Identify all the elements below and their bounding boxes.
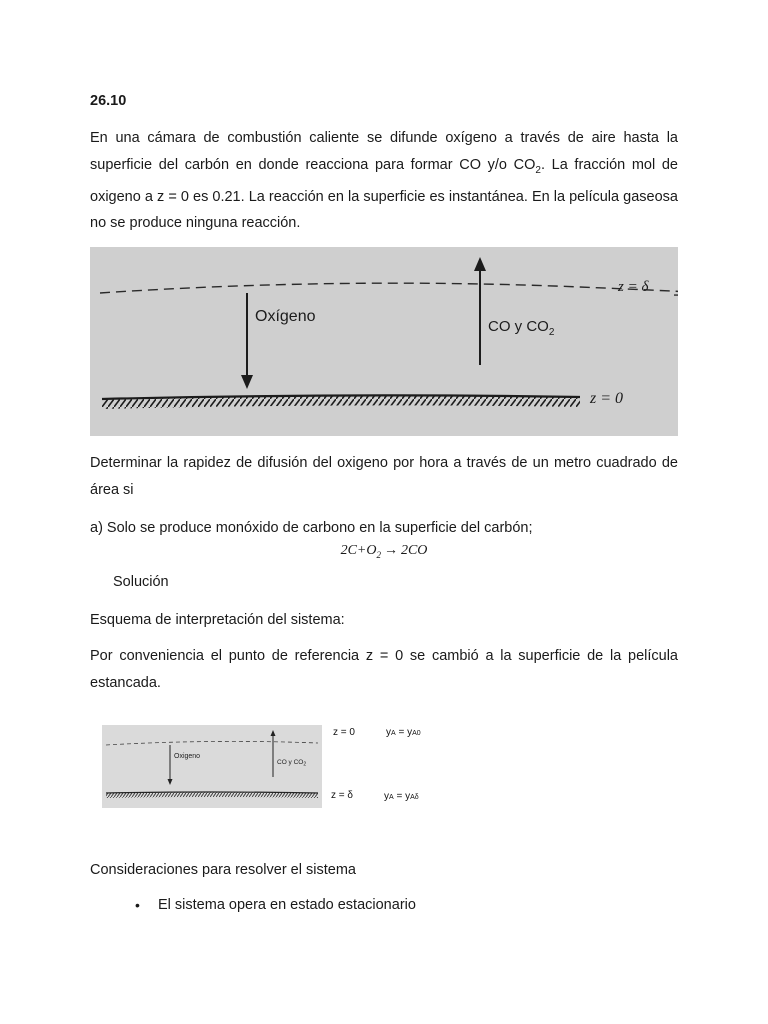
co2-subscript: 2 <box>535 164 541 176</box>
reaction-equation: $2C+O_2 \to 2CO$ <box>340 543 428 560</box>
bullet-dot: • <box>135 897 140 913</box>
item-a: a) Solo se produce monóxido de carbono en la superficie del carbón; <box>90 520 533 536</box>
z-delta-label: z = δ <box>618 279 649 295</box>
bullet-item: El sistema opera en estado estacionario <box>158 897 416 913</box>
solution-label: Solución <box>113 574 169 590</box>
convenience-text: Por conveniencia el punto de referencia z = 0 se cambió a la superficie de la película estancada. <box>90 648 678 691</box>
y-top-label: yA = yA0 <box>386 727 421 738</box>
statement-part1: En una cámara de combustión caliente se difunde oxígeno a través de aire hasta la superficie del carbón en donde reacciona para formar CO y/o CO <box>90 130 678 173</box>
diffusion-diagram <box>90 247 678 436</box>
interpretation-diagram <box>102 725 322 808</box>
scheme-label: Esquema de interpretación del sistema: <box>90 612 345 628</box>
oxygen-label: Oxígeno <box>255 308 316 325</box>
question-text: Determinar la rapidez de difusión del oxigeno por hora a través de un metro cuadrado de área si <box>90 455 678 498</box>
y-bottom-label: yA = yAδ <box>384 791 419 802</box>
statement-part2: . La fracción mol de oxigeno a z = 0 es 0.21. La reacción en la superficie es instantánea. En la película gaseosa no se produce ninguna reacción. <box>90 156 678 232</box>
oxygen-label-small: Oxigeno <box>174 753 201 760</box>
co-label: CO y $CO_2$ <box>488 318 555 338</box>
problem-number: 26.10 <box>90 93 127 109</box>
z-bottom-label: z = δ <box>331 790 353 801</box>
considerations-heading: Consideraciones para resolver el sistema <box>90 862 356 878</box>
problem-statement <box>90 125 678 237</box>
z-top-label: z = 0 <box>333 727 355 738</box>
co-label-small: CO y $CO_2$ <box>277 759 307 768</box>
z-zero-label: z = 0 <box>590 390 624 407</box>
